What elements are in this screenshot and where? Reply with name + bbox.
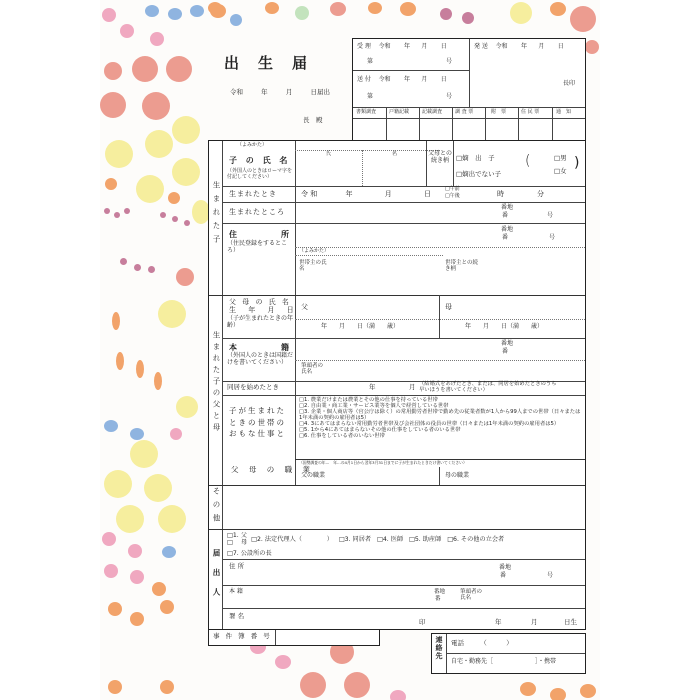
contact-phone[interactable]: 電話 （ ） xyxy=(451,639,513,647)
other-input[interactable] xyxy=(225,487,583,527)
honseki-head-label: 筆頭者の氏名 xyxy=(301,363,324,376)
household-work-label: 子が生まれたときの世帯のおもな仕事と xyxy=(229,406,286,439)
notifier-honseki-head-label: 筆頭者の氏名 xyxy=(460,589,483,602)
date-era: 令和 xyxy=(230,88,243,96)
father-dob[interactable]: 年 月 日（満 歳） xyxy=(321,323,400,330)
honseki-banchi: 番地 xyxy=(501,340,514,347)
work-option-1[interactable]: □1. 農業だけまたは農業とその他の仕事を持っている世帯 xyxy=(299,397,438,403)
birth-place-input[interactable] xyxy=(297,203,497,222)
child-name-note: （外国人のときはローマ字を付記してください） xyxy=(227,168,293,180)
mother-label: 母 xyxy=(445,303,452,311)
contact-box xyxy=(431,633,586,674)
mother-name-input[interactable] xyxy=(455,298,583,317)
signature-input[interactable] xyxy=(249,610,409,628)
relation-label: 父母との続き柄 xyxy=(428,150,453,164)
non-legitimate-child-checkbox[interactable]: □嫡出でない子 xyxy=(456,170,502,178)
sent-row: 送 付 令和 年 月 日 xyxy=(357,76,447,83)
surname-label: 氏 xyxy=(326,151,332,157)
office-processing-box xyxy=(352,38,586,141)
address-banchi: 番地 xyxy=(501,226,514,233)
section-child-label: 生まれた子 xyxy=(212,181,221,249)
case-number-box xyxy=(208,630,380,646)
notifier-father-checkbox[interactable]: □1. 父 xyxy=(227,532,247,539)
legitimate-child-checkbox[interactable]: □嫡 出 子 xyxy=(456,154,495,162)
mother-dob[interactable]: 年 月 日（満 歳） xyxy=(465,323,544,330)
father-label: 父 xyxy=(301,303,308,311)
birth-time-label: 生まれたとき xyxy=(229,190,277,198)
birth-place-go: 号 xyxy=(547,212,554,219)
honseki-label: 本 籍 xyxy=(229,343,294,352)
female-checkbox[interactable]: □女 xyxy=(554,167,567,175)
householder-relation-input[interactable] xyxy=(485,257,583,269)
case-number-input[interactable] xyxy=(277,631,377,644)
honseki-ban: 番 xyxy=(502,348,509,355)
notifier-honseki-head-input[interactable] xyxy=(487,587,583,607)
household-work-options xyxy=(299,397,583,440)
minute-label: 分 xyxy=(537,190,544,198)
child-name-label: 子 の 氏 名 xyxy=(229,156,291,165)
notifier-midwife-checkbox[interactable]: □5. 助産師 xyxy=(409,536,442,543)
notifier-address-label: 住 所 xyxy=(229,562,245,570)
notifier-address-input[interactable] xyxy=(249,561,489,583)
work-option-5[interactable]: □5. 1から4にあてはまらないその他の仕事をしている者のいる世帯 xyxy=(299,427,461,434)
signature-month[interactable]: 月 xyxy=(531,618,538,626)
section-other-label: その他 xyxy=(212,487,221,528)
parents-name-label: 父 母 の 氏 名 xyxy=(229,298,291,306)
father-occupation-label: 父の職業 xyxy=(301,472,326,479)
section-parents-label: 生まれた子の父と母 xyxy=(212,331,221,435)
cohabit-note: （結婚式をあげたとき、または、同居を始めたときのうち早いほうを書いてください） xyxy=(419,381,557,393)
date-year: 年 xyxy=(261,88,268,96)
address-go: 号 xyxy=(549,234,556,241)
work-option-4[interactable]: □4. 3にあてはまらない常用勤労者世帯及び会社団体の役員の世帯（日々または1年未満の契約の雇用者は5） xyxy=(299,421,560,428)
notifier-facility-head-checkbox[interactable]: □7. 公設所の長 xyxy=(227,550,272,557)
given-name-label: 名 xyxy=(392,151,398,157)
parents-age-note: （子が生まれたときの年齢） xyxy=(227,315,294,329)
check-entry-review: 記載調査 xyxy=(422,109,443,115)
cohabit-month[interactable]: 月 xyxy=(409,383,416,391)
notifier-honseki-label: 本 籍 xyxy=(229,588,243,595)
address-label: 住 所 xyxy=(229,230,294,239)
birth-place-label: 生まれたところ xyxy=(229,208,285,216)
sent-no: 第 xyxy=(367,93,374,100)
paren-open: ( xyxy=(525,153,531,169)
received-no: 第 xyxy=(367,58,374,65)
father-occupation-input[interactable] xyxy=(329,469,437,484)
child-surname-input[interactable] xyxy=(297,159,360,184)
signature-year[interactable]: 年 xyxy=(495,618,502,626)
notifier-other-checkbox[interactable]: □6. その他の立会者 xyxy=(447,536,505,543)
notifier-honseki-input[interactable] xyxy=(249,587,429,607)
occupation-note: （国勢調査の年… 年…の4月1日から翌年3月31日までに子が生まれたときだけ書いてください） xyxy=(299,460,467,465)
date-month: 月 xyxy=(285,88,293,96)
birth-place-ban: 番 xyxy=(502,212,509,219)
honseki-head-input[interactable] xyxy=(329,362,583,379)
cohabit-year[interactable]: 年 xyxy=(369,383,376,391)
householder-relation-label: 世帯主との続き柄 xyxy=(445,260,479,273)
notifier-honseki-ban: 番 xyxy=(435,596,441,602)
cohabit-label: 同居を始めたとき xyxy=(227,383,279,391)
hour-label: 時 xyxy=(497,190,504,198)
householder-name-label: 世帯主の氏名 xyxy=(299,260,327,273)
form-title: 出 生 届 xyxy=(224,54,310,72)
householder-name-input[interactable] xyxy=(331,257,441,269)
received-go: 号 xyxy=(446,58,453,65)
notifier-cohabitant-checkbox[interactable]: □3. 同居者 xyxy=(338,536,372,543)
notifier-options-row xyxy=(227,532,504,546)
notifier-address-ban: 番 xyxy=(500,572,507,579)
signature-label: 署 名 xyxy=(229,612,245,620)
householder-furigana: （よみかた） xyxy=(299,248,330,254)
received-row: 受 理 令和 年 月 日 xyxy=(357,43,447,50)
check-document-review: 書類調査 xyxy=(356,109,377,115)
contact-place[interactable]: 自宅・勤務先［ ］・携帯 xyxy=(451,658,557,665)
dispatched-row: 発 送 令和 年 月 日 xyxy=(474,43,564,50)
mother-occupation-input[interactable] xyxy=(473,469,583,484)
check-survey: 調 査 票 xyxy=(455,109,474,115)
paren-close: ) xyxy=(574,155,580,171)
father-name-input[interactable] xyxy=(311,298,437,317)
addressee: 長 殿 xyxy=(303,116,323,124)
address-note: （住民登録をするところ） xyxy=(227,240,288,254)
honseki-input[interactable] xyxy=(297,340,497,360)
occupation-label: 父 母 の 職 業 xyxy=(231,465,315,474)
date-suffix: 日届出 xyxy=(310,88,330,96)
seal-label: 長印 xyxy=(563,80,576,87)
birth-certificate-paper xyxy=(100,0,600,700)
check-attached: 附 票 xyxy=(491,109,507,115)
signature-born[interactable]: 日生 xyxy=(564,618,577,626)
sent-go: 号 xyxy=(446,93,453,100)
work-option-2[interactable]: □2. 自由業・商工業・サービス業等を個人で経営している世帯 xyxy=(299,403,449,410)
case-number-label: 事 件 簿 番 号 xyxy=(213,632,272,640)
contact-label: 連絡先 xyxy=(435,636,443,660)
child-given-name-input[interactable] xyxy=(364,159,424,184)
submission-date-line xyxy=(230,89,330,96)
mother-occupation-label: 母の職業 xyxy=(445,472,470,479)
male-checkbox[interactable]: □男 xyxy=(554,154,567,162)
pm-checkbox[interactable]: □午後 xyxy=(445,193,460,199)
birth-place-banchi: 番地 xyxy=(501,204,514,211)
work-option-3[interactable]: □3. 企業・個人商店等（官公庁は除く）の常用勤労者世帯で勤め先の従業者数が1人から99人までの世帯（日々または1年未満の契約の雇用者は5） xyxy=(299,409,581,422)
main-form-box xyxy=(208,140,586,630)
notifier-mother-checkbox[interactable]: □ 母 xyxy=(227,539,248,546)
notifier-honseki-banchi: 番地 xyxy=(434,589,446,595)
honseki-note: （外国人のときは国籍だけを書いてください） xyxy=(227,352,294,366)
child-name-furigana: （よみかた） xyxy=(237,142,268,148)
am-checkbox[interactable]: □午前 xyxy=(445,186,460,192)
notifier-address-go: 号 xyxy=(547,572,554,579)
notifier-doctor-checkbox[interactable]: □4. 医師 xyxy=(377,536,404,543)
address-ban: 番 xyxy=(502,234,509,241)
check-register-entry: 戸籍記載 xyxy=(389,109,410,115)
section-notifier-label: 届出人 xyxy=(212,549,221,608)
birth-time-row[interactable]: 令 和 年 月 日 xyxy=(301,190,431,198)
check-notice: 通 知 xyxy=(556,109,572,115)
notifier-address-banchi: 番地 xyxy=(499,564,512,571)
work-option-6[interactable]: □6. 仕事をしている者のいない世帯 xyxy=(299,433,385,440)
notifier-legal-rep-checkbox[interactable]: □2. 法定代理人（ ） xyxy=(251,536,333,543)
address-input[interactable] xyxy=(297,225,497,245)
check-resident: 住 民 票 xyxy=(521,109,540,115)
parents-dob-label: 生 年 月 日 xyxy=(229,306,299,314)
signature-seal: 印 xyxy=(419,618,426,626)
